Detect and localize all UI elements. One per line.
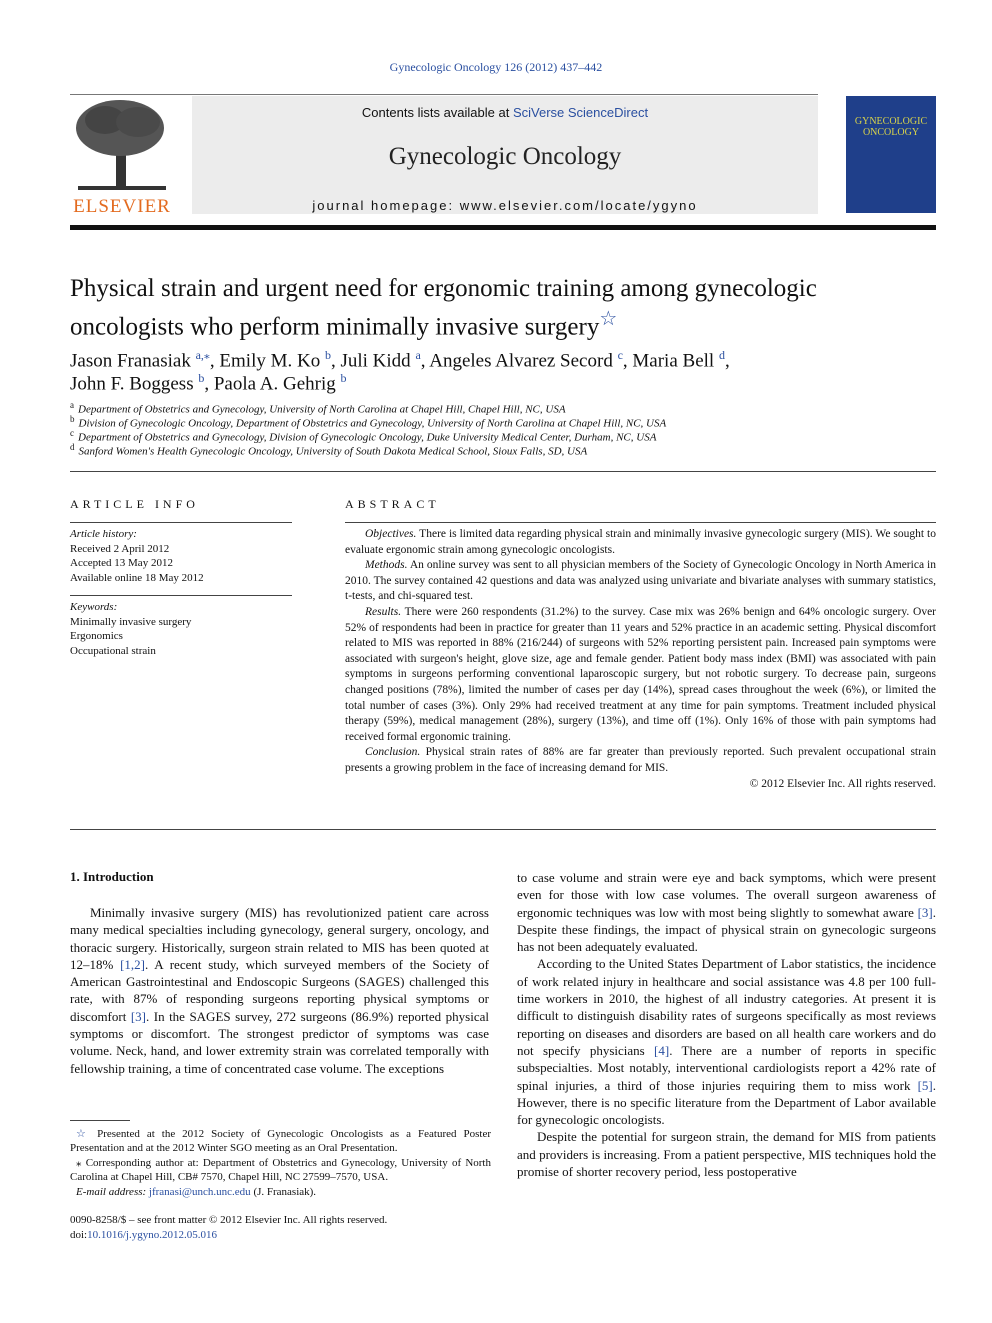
- author-affiliation-mark[interactable]: d: [718, 348, 725, 362]
- abstract-divider: [345, 522, 936, 523]
- body-paragraph: [517, 1128, 936, 1180]
- email-suffix: (J. Franasiak).: [250, 1185, 317, 1198]
- author-affiliation-mark[interactable]: b: [340, 371, 347, 385]
- affiliation-text: Sanford Women's Health Gynecologic Oncology, University of South Dakota Medical School, Sioux Falls, SD, USA: [78, 445, 588, 458]
- author-list-line-2: [70, 366, 936, 396]
- header-divider: [70, 94, 818, 95]
- methods-label: Methods.: [365, 559, 408, 572]
- affiliation-text: Division of Gynecologic Oncology, Department of Obstetrics and Gynecology, University of North Carolina at Chapel Hill, NC, USA: [78, 417, 667, 430]
- conclusion-text: Physical strain rates of 88% are far greater than previously reported. Such prevalent occupational strain presents a growing problem in the face of increasing demand for MIS.: [345, 746, 936, 774]
- received-date: Received 2 April 2012: [70, 542, 170, 555]
- affiliation-letter: b: [70, 414, 75, 424]
- author-affiliation-mark[interactable]: c: [617, 348, 623, 362]
- body-paragraph: [517, 955, 936, 1128]
- cover-title: GYNECOLOGIC ONCOLOGY: [854, 116, 928, 138]
- article-info-divider: [70, 522, 292, 523]
- journal-homepage[interactable]: journal homepage: www.elsevier.com/locate/ygyno: [312, 198, 698, 213]
- author-separator: ,: [420, 350, 430, 372]
- affiliation-letter: a: [70, 400, 74, 410]
- objectives-text: There is limited data regarding physical strain and minimally invasive gynecologic surgery (MIS). We sought to evaluate ergonomic strain among gynecologic oncologists.: [345, 528, 936, 556]
- footnotes: [70, 1127, 491, 1199]
- author-separator: ,: [622, 350, 633, 372]
- issn-doi-block: [70, 1213, 491, 1243]
- title-footnote-star[interactable]: ☆: [599, 308, 618, 330]
- results-text: There were 260 respondents (31.2%) to the survey. Case mix was 26% benign and 64% oncologic surgery. Over 52% of respondents had been in practice for greater than 11 years and 52% practice in an academic setting. Physical discomfort related to MIS was reported in 88% (216/244) of surgeons with 52% reporting persistent pain. Increased pain symptoms were associated with surgeon's height, glove size, age and female gender. Patient body mass index (BMI) was associated with pain symptoms in surgeons performing conventional laparoscopic surgery, but not robotic surgery. To decrease pain, surgeons changed positions (78%), limited the number of cases per day (14%), spread cases throughout the week (6%), or limited the total number of cases (3%). Only 29% had received treatment at any time for pain symptoms. Treatment included physical therapy (59%), medical management (28%), surgery (13%), and time off (1%). Only 16% of those with pain symptoms had received formal ergonomic training.: [345, 605, 936, 743]
- keywords-block: [70, 600, 292, 658]
- body-text: . Despite these findings, the impact of physical strain on gynecologic surgeons has not been adequately evaluated.: [517, 904, 936, 955]
- body-text: Despite the potential for surgeon strain, the demand for MIS from patients and providers is increasing. From a patient perspective, MIS techniques hold the promise of shorter recovery period, less postoperative: [517, 1129, 936, 1180]
- reference-link[interactable]: [4]: [654, 1042, 670, 1058]
- affiliation-text: Department of Obstetrics and Gynecology, University of North Carolina at Chapel Hill, Chapel Hill, NC, USA: [78, 403, 566, 416]
- article-title: [70, 274, 936, 342]
- body-text: Minimally invasive surgery (MIS) has revolutionized patient care across many medical specialties including gynecology, general surgery, oncology, and thoracic surgery. Historically, surgeon strain related to MIS has been quoted at 12–18%: [70, 905, 489, 972]
- reference-link[interactable]: [1,2]: [120, 956, 146, 972]
- abstract-methods: [345, 558, 936, 605]
- footnote-corresponding: [70, 1156, 491, 1185]
- footnote-asterisk-mark: ⁎: [76, 1156, 82, 1169]
- contents-prefix: Contents lists available at: [361, 105, 513, 120]
- doi-line: [70, 1228, 491, 1243]
- footnote-presentation: [70, 1127, 491, 1156]
- affiliation-text: Department of Obstetrics and Gynecology, Division of Gynecologic Oncology, Duke University Medical Center, Durham, NC, USA: [78, 431, 657, 444]
- abstract-conclusion: [345, 745, 936, 776]
- body-text: . A recent study, which surveyed members of the Society of American Gastrointestinal and Endoscopic Surgeons (SAGES) challenged this rate, with 87% of responding surgeons reporting physical symptoms or discomfort: [70, 956, 489, 1024]
- body-paragraph-continued: [517, 869, 936, 955]
- intro-paragraph: [70, 904, 489, 1077]
- body-column-right: [517, 869, 936, 1180]
- header-thick-rule: [70, 225, 936, 230]
- body-text: . There are a number of reports in specific subspecialties. Most notably, interventional cardiologists report a 42% rate of spinal injuries, a third of those injuries requiring them to miss work: [517, 1042, 936, 1093]
- body-column-left: [70, 904, 489, 1077]
- author-affiliation-mark[interactable]: b: [324, 348, 331, 362]
- keywords-label: Keywords:: [70, 601, 118, 613]
- keyword: Occupational strain: [70, 644, 156, 657]
- article-title-text: Physical strain and urgent need for ergonomic training among gynecologic oncologists who perform minimally invasive surgery: [70, 275, 817, 341]
- author-name: Jason Franasiak: [70, 350, 191, 372]
- issn-line: 0090-8258/$ – see front matter © 2012 Elsevier Inc. All rights reserved.: [70, 1214, 388, 1226]
- abstract-results: [345, 605, 936, 745]
- journal-citation[interactable]: Gynecologic Oncology 126 (2012) 437–442: [389, 60, 603, 74]
- abstract-heading: ABSTRACT: [345, 497, 440, 511]
- body-text: to case volume and strain were eye and back symptoms, which were present even for those with low case volumes. The overall surgeon awareness of ergonomic techniques was low with most being slightly to somewhat aware: [517, 870, 936, 920]
- author-separator: ,: [209, 350, 220, 372]
- footnote-text: Presented at the 2012 Society of Gynecologic Oncologists as a Featured Poster Presentation and at the 2012 Winter SGO meeting as an Oral Presentation.: [70, 1128, 491, 1155]
- author-affiliation-mark[interactable]: a,⁎: [195, 348, 210, 362]
- conclusion-label: Conclusion.: [365, 746, 421, 759]
- affiliation-letter: d: [70, 442, 75, 452]
- introduction-heading: 1. Introduction: [70, 869, 154, 884]
- reference-link[interactable]: [5]: [917, 1077, 933, 1093]
- methods-text: An online survey was sent to all physician members of the Society of Gynecologic Oncology in North America in 2010. The survey contained 42 questions and data was analyzed using univariate and bivariate analyses with summary statistics, t-tests, and chi-squared test.: [345, 559, 936, 603]
- keyword: Ergonomics: [70, 630, 123, 642]
- body-text: . However, there is no specific literature from the Department of Labor available for gynecologic oncologists.: [517, 1077, 936, 1128]
- body-text: . In the SAGES survey, 272 surgeons (86.9%) reported physical symptoms or discomfort. The strongest predictor of symptoms was case volume. Neck, hand, and lower extremity strain was correlated temporally with fellowship training, a time of concentrated case volume. The exceptions: [70, 1008, 489, 1076]
- footnote-divider: [70, 1120, 130, 1121]
- contents-available-line: [192, 105, 818, 120]
- article-info-heading: ARTICLE INFO: [70, 497, 199, 511]
- abstract-body: [345, 527, 936, 792]
- author-name: Angeles Alvarez Secord: [429, 350, 613, 372]
- affiliations-divider: [70, 471, 936, 472]
- author-separator: ,: [330, 350, 341, 372]
- email-label: E-mail address:: [76, 1185, 147, 1198]
- accepted-date: Accepted 13 May 2012: [70, 557, 173, 569]
- abstract-end-divider: [70, 829, 936, 830]
- author-separator: ,: [204, 373, 214, 395]
- author-name: Maria Bell: [632, 350, 715, 372]
- reference-link[interactable]: [3]: [917, 904, 933, 920]
- author-affiliation-mark[interactable]: b: [198, 371, 205, 385]
- body-text: According to the United States Department of Labor statistics, the incidence of work related injury in healthcare and social assistance was 4.8 per 100 full-time workers in 2010, the highest of all industry categories. At present it is difficult to distinguish disability rates of surgeons specifically as most reviews reporting on diseases and disorders are based on all health care workers and do not specify physicians: [517, 956, 936, 1058]
- journal-title: Gynecologic Oncology: [388, 143, 622, 170]
- doi-link[interactable]: 10.1016/j.ygyno.2012.05.016: [87, 1229, 217, 1241]
- abstract-objectives: [345, 527, 936, 558]
- history-label: Article history:: [70, 528, 137, 540]
- author-name: Juli Kidd: [340, 350, 411, 372]
- author-name: Emily M. Ko: [219, 350, 321, 372]
- affiliation-letter: c: [70, 428, 74, 438]
- elsevier-wordmark: ELSEVIER: [73, 196, 171, 217]
- keywords-divider: [70, 595, 292, 596]
- author-affiliation-mark[interactable]: a: [415, 348, 421, 362]
- email-link[interactable]: jfranasi@unch.unc.edu: [148, 1185, 251, 1198]
- journal-cover-thumbnail: [846, 96, 936, 213]
- article-history: [70, 527, 292, 585]
- author-name: Paola A. Gehrig: [213, 373, 336, 395]
- author-separator: ,: [724, 350, 730, 372]
- doi-prefix: doi:: [70, 1229, 88, 1241]
- keyword: Minimally invasive surgery: [70, 615, 192, 628]
- sciencedirect-link[interactable]: SciVerse ScienceDirect: [512, 105, 649, 120]
- results-label: Results.: [365, 605, 402, 618]
- footnote-star-mark: ☆: [76, 1128, 91, 1140]
- footnote-email: [70, 1185, 491, 1199]
- footnote-text: Corresponding author at: Department of Obstetrics and Gynecology, University of North Carolina at Chapel Hill, CB# 7570, Chapel Hill, NC 27599–7570, USA.: [70, 1156, 491, 1184]
- online-date: Available online 18 May 2012: [70, 571, 204, 584]
- reference-link[interactable]: [3]: [130, 1008, 146, 1024]
- author-name: John F. Boggess: [70, 373, 194, 395]
- objectives-label: Objectives.: [365, 528, 417, 540]
- affiliation: [70, 442, 936, 458]
- abstract-copyright: © 2012 Elsevier Inc. All rights reserved.: [749, 777, 936, 790]
